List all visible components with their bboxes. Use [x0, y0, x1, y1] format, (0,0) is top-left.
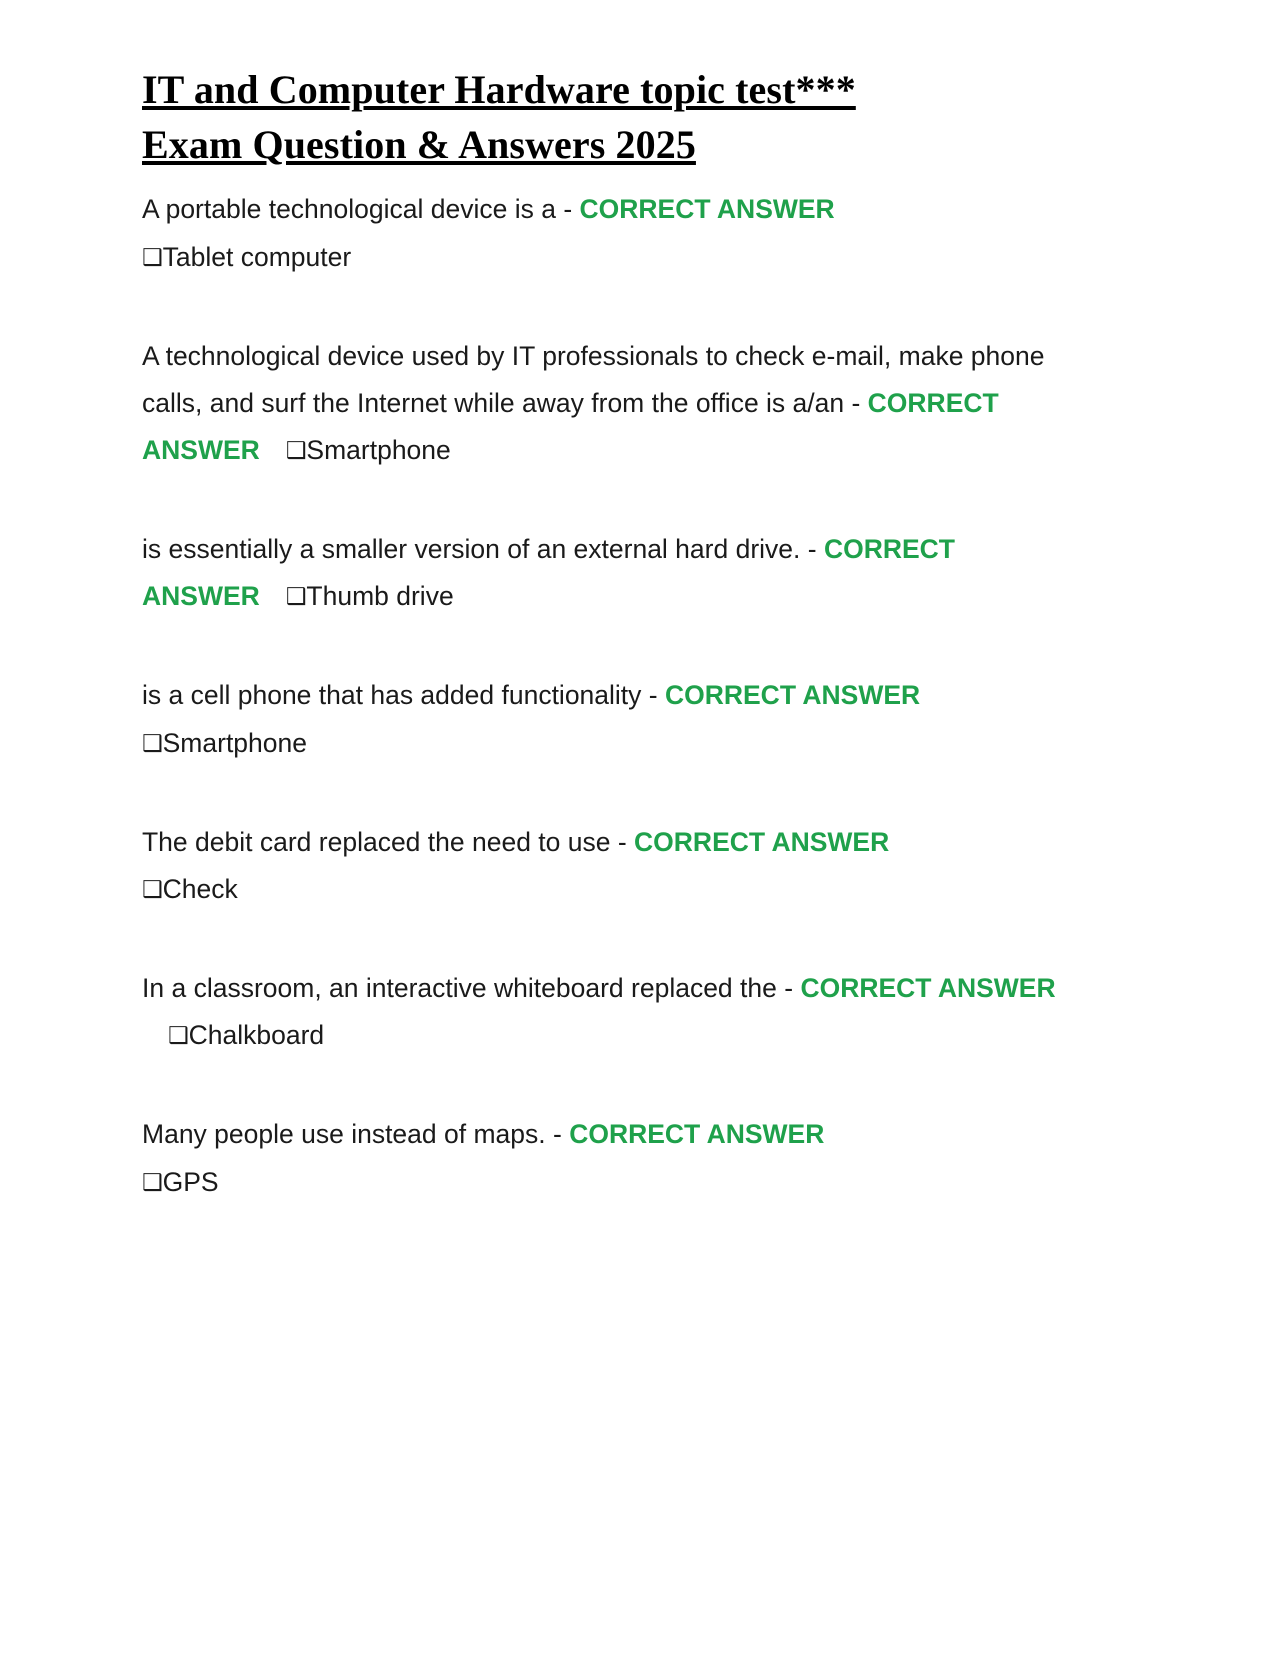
qa-spacer [260, 427, 286, 474]
qa-answer: Thumb drive [306, 581, 454, 612]
qa-block [142, 672, 1072, 766]
qa-answer: Check [162, 873, 238, 904]
page-title-line-2: Exam Question & Answers 2025 [142, 122, 696, 168]
correct-answer-tag: CORRECT ANSWER [579, 194, 835, 225]
bullet-box-icon: ❑ [142, 730, 163, 757]
qa-question: A technological device used by IT professionals to check e-mail, make phone calls, and surf the Internet while away from the office is a/an - [142, 340, 1045, 418]
qa-answer: Tablet computer [162, 241, 352, 272]
bullet-box-icon: ❑ [285, 438, 307, 464]
page-title-line-1: IT and Computer Hardware topic test*** [142, 67, 856, 112]
qa-question: A portable technological device is a - [142, 194, 580, 225]
qa-list [142, 186, 1140, 1205]
qa-block [142, 965, 1072, 1059]
bullet-box-icon: ❑ [142, 244, 163, 271]
qa-spacer [260, 573, 286, 620]
qa-answer-group [286, 581, 454, 611]
correct-answer-tag: CORRECT ANSWER [664, 680, 921, 711]
qa-answer: GPS [162, 1166, 219, 1197]
qa-answer: Smartphone [162, 727, 307, 758]
bullet-box-icon: ❑ [285, 584, 307, 611]
qa-answer-group [142, 1167, 219, 1197]
qa-answer-group [286, 435, 451, 465]
qa-answer-group [142, 874, 238, 904]
qa-answer: Smartphone [306, 435, 451, 465]
qa-answer-group [142, 242, 351, 272]
qa-question: The debit card replaced the need to use - [142, 826, 635, 857]
qa-question: In a classroom, an interactive whiteboard replaced the - [142, 973, 801, 1004]
qa-block [142, 819, 1072, 913]
qa-block [142, 333, 1072, 474]
qa-answer: Chalkboard [188, 1020, 325, 1051]
qa-answer-group [168, 1020, 324, 1050]
qa-answer-group [142, 728, 307, 758]
qa-block [142, 186, 1072, 280]
qa-spacer [142, 1012, 168, 1059]
correct-answer-tag: CORRECT ANSWER [142, 534, 955, 612]
qa-spacer [920, 672, 946, 719]
qa-block [142, 526, 1072, 620]
page-title [142, 62, 1140, 172]
correct-answer-tag: CORRECT ANSWER [142, 387, 999, 465]
correct-answer-tag: CORRECT ANSWER [634, 826, 890, 857]
bullet-box-icon: ❑ [168, 1023, 189, 1050]
qa-question: Many people use instead of maps. - [142, 1119, 570, 1150]
qa-block [142, 1111, 1072, 1205]
correct-answer-tag: CORRECT ANSWER [569, 1119, 825, 1150]
bullet-box-icon: ❑ [142, 876, 163, 903]
qa-question: is essentially a smaller version of an external hard drive. - [142, 534, 824, 565]
bullet-box-icon: ❑ [142, 1169, 163, 1196]
correct-answer-tag: CORRECT ANSWER [800, 973, 1056, 1004]
qa-question: is a cell phone that has added functionality - [142, 680, 665, 711]
